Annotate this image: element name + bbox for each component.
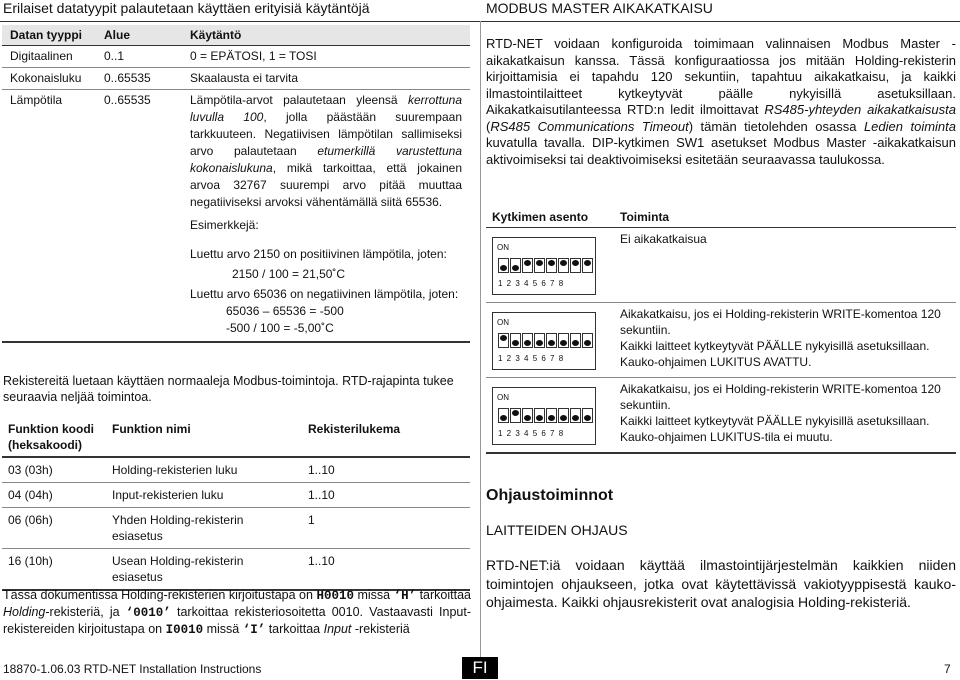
dip-knob [584, 260, 591, 266]
header-range: Alue [96, 25, 182, 46]
table-row [486, 228, 956, 303]
dip-knob [572, 260, 579, 266]
cell-name: Input-rekisterien luku [106, 483, 302, 508]
notation-paragraph: Tässä dokumentissa Holding-rekisterien kirjoitustapa on H0010 missä ‘H’ tarkoittaa Holding-rekisteriä, ja ‘0010’ tarkoittaa rekisteriosoitetta 0010. Vastaavasti Input-rekistereiden kirjoitustapa on I0010 missä ‘I’ tarkoittaa Input -rekisteriä [3, 588, 472, 637]
dip-knob [512, 410, 519, 416]
function-table [2, 419, 470, 591]
cell-count: 1..10 [302, 549, 470, 591]
dip-switch-7 [570, 333, 581, 348]
cell-name: Usean Holding-rekisterin esiasetus [106, 549, 302, 591]
cell-usage: 0 = EPÄTOSI, 1 = TOSI [182, 46, 470, 68]
dip-knob [500, 265, 507, 271]
footer-doc-id: 18870-1.06.03 RTD-NET Installation Instructions [3, 662, 262, 676]
dip-switch-8 [582, 333, 593, 348]
dip-knob [548, 260, 555, 266]
cell-usage [182, 90, 470, 343]
dip-switch-1 [498, 333, 509, 348]
dip-knob [512, 340, 519, 346]
dip-switch-2 [510, 408, 521, 423]
right-heading: MODBUS MASTER AIKAKATKAISU [486, 0, 713, 16]
dip-switch-3 [522, 408, 533, 423]
dip-switch-3 [522, 258, 533, 273]
dip-knob [560, 415, 567, 421]
control-paragraph: RTD-NET:iä voidaan käyttää ilmastointijärjestelmän kaikkien niiden toimintojen ohjaukseen, jotka ovat käytettävissä vakiotyyppisestä kauko-ohjaimesta. Kaikki ohjausrekisterit ovat analogisia Holding-rekisteriä. [486, 557, 956, 610]
left-heading: Erilaiset datatyypit palautetaan käyttäen erityisiä käytäntöjä [3, 0, 370, 16]
dip-numbers: 1 2 3 4 5 6 7 8 [498, 429, 565, 438]
table-row [2, 457, 470, 483]
cell-count: 1 [302, 508, 470, 549]
dip-switch-6 [558, 408, 569, 423]
dip-switch-5 [546, 258, 557, 273]
dip-knob [536, 340, 543, 346]
dip-switch-1 [498, 408, 509, 423]
dip-switch-2 [510, 333, 521, 348]
dip-switch-1 [498, 258, 509, 273]
dip-switch-table [486, 207, 956, 454]
cell-code: 16 (10h) [2, 549, 106, 591]
temperature-description: Lämpötila-arvot palautetaan yleensä kerrottuna luvulla 100, jolla päästään suurempaan tarkkuuteen. Negatiivisen lämpötilan sallimiseksi arvo palautetaan etumerkillä varustettuna kokonaislukuna, mikä tarkoittaa, että jokainen arvoa 32767 suurempi arvo pitää muuttaa negatiiviseksi arvoksi vähentämällä siitä 65536. [190, 93, 462, 209]
action-text: Ei aikakatkaisua [614, 228, 956, 303]
dip-switch [492, 237, 596, 295]
dip-cell [486, 228, 614, 303]
dip-on-label: ON [497, 318, 509, 327]
dip-numbers: 1 2 3 4 5 6 7 8 [498, 354, 565, 363]
dip-knob [548, 415, 555, 421]
dip-cell [486, 378, 614, 454]
dip-cell [486, 303, 614, 378]
cell-count: 1..10 [302, 483, 470, 508]
cell-range: 0..65535 [96, 68, 182, 90]
cell-range: 0..65535 [96, 90, 182, 343]
table-row [486, 303, 956, 378]
dip-switch-5 [546, 333, 557, 348]
datatype-table [2, 25, 470, 343]
device-control-heading: LAITTEIDEN OHJAUS [486, 522, 628, 538]
dip-knob [512, 265, 519, 271]
page-number: 7 [944, 662, 951, 676]
examples-label: Esimerkkejä: [190, 218, 259, 232]
dip-numbers: 1 2 3 4 5 6 7 8 [498, 279, 565, 288]
dip-knob [560, 340, 567, 346]
example-2-calc-1: 65036 – 65536 = -500 [226, 304, 344, 318]
dip-knob [572, 340, 579, 346]
table-row [2, 46, 470, 68]
dip-switch [492, 312, 596, 370]
registers-intro: Rekistereitä luetaan käyttäen normaaleja Modbus-toimintoja. RTD-rajapinta tukee seuraavia neljää toimintoa. [3, 374, 454, 404]
example-1-calc: 2150 / 100 = 21,50˚C [232, 267, 346, 281]
action-text: Aikakatkaisu, jos ei Holding-rekisterin WRITE-komentoa 120 sekuntiin. Kaikki laitteet kytkeytyvät PÄÄLLE nykyisillä asetuksillaan. Kauko-ohjaimen LUKITUS AVATTU. [614, 303, 956, 378]
example-1: Luettu arvo 2150 on positiivinen lämpötila, joten: [190, 247, 447, 261]
table-row [2, 68, 470, 90]
dip-switch-7 [570, 408, 581, 423]
timeout-intro: RTD-NET voidaan konfiguroida toimimaan valinnaisen Modbus Master -aikakatkaisun kanssa. Tässä konfiguraatiossa jos mitään Holding-rekisterin kirjoittamisia ei tapahdu 120 sekuntiin, tapahtuu aikakatkaisu, ja kaikki ilmastointilaitteet kytkeytyvät päälle nykyisillä asetuksillaan. Aikakatkaisutilanteessa RTD:n ledit ilmoittavat RS485-yhteyden aikakatkaisusta (RS485 Communications Timeout) tämän tietolehden osassa Ledien toiminta kuvatulla tavalla. DIP-kytkimen SW1 asetukset Modbus Master -aikakatkaisun aktivoimiseksi tai deaktivoimiseksi esitetään seuraavassa taulukossa. [486, 36, 956, 167]
table-row [2, 549, 470, 591]
dip-switch [492, 387, 596, 445]
dip-switch-5 [546, 408, 557, 423]
dip-knob [500, 335, 507, 341]
cell-name: Yhden Holding-rekisterin esiasetus [106, 508, 302, 549]
dip-switch-8 [582, 258, 593, 273]
dip-knob [524, 260, 531, 266]
header-function-name: Funktion nimi [106, 419, 302, 457]
header-type: Datan tyyppi [2, 25, 96, 46]
dip-switch-2 [510, 258, 521, 273]
control-functions-heading: Ohjaustoiminnot [486, 487, 614, 504]
action-text: Aikakatkaisu, jos ei Holding-rekisterin WRITE-komentoa 120 sekuntiin. Kaikki laitteet kytkeytyvät PÄÄLLE nykyisillä asetuksillaan. Kauko-ohjaimen LUKITUS-tila ei muutu. [614, 378, 956, 454]
dip-knob [584, 340, 591, 346]
dip-switch-6 [558, 258, 569, 273]
cell-code: 03 (03h) [2, 457, 106, 483]
dip-knob [548, 340, 555, 346]
dip-knob [572, 415, 579, 421]
table-row [2, 508, 470, 549]
cell-name: Holding-rekisterien luku [106, 457, 302, 483]
cell-usage: Skaalausta ei tarvita [182, 68, 470, 90]
cell-code: 04 (04h) [2, 483, 106, 508]
dip-knob [584, 415, 591, 421]
language-badge: FI [462, 657, 498, 679]
header-action: Toiminta [614, 207, 956, 228]
dip-knob [500, 415, 507, 421]
dip-switch-4 [534, 258, 545, 273]
table-row [2, 483, 470, 508]
table-row [2, 90, 470, 343]
cell-type: Lämpötila [2, 90, 96, 343]
header-function-code: Funktion koodi (heksakoodi) [2, 419, 106, 457]
dip-on-label: ON [497, 243, 509, 252]
cell-type: Kokonaisluku [2, 68, 96, 90]
dip-switch-3 [522, 333, 533, 348]
dip-on-label: ON [497, 393, 509, 402]
dip-switch-8 [582, 408, 593, 423]
cell-range: 0..1 [96, 46, 182, 68]
cell-code: 06 (06h) [2, 508, 106, 549]
header-usage: Käytäntö [182, 25, 470, 46]
dip-switch-6 [558, 333, 569, 348]
dip-knob [536, 260, 543, 266]
example-2-calc-2: -500 / 100 = -5,00˚C [226, 321, 334, 335]
column-divider [480, 21, 481, 671]
dip-switch-7 [570, 258, 581, 273]
dip-switch-4 [534, 333, 545, 348]
dip-knob [524, 415, 531, 421]
header-switch-position: Kytkimen asento [486, 207, 614, 228]
dip-knob [536, 415, 543, 421]
cell-type: Digitaalinen [2, 46, 96, 68]
dip-knob [524, 340, 531, 346]
dip-knob [560, 260, 567, 266]
example-2: Luettu arvo 65036 on negatiivinen lämpötila, joten: [190, 287, 459, 301]
cell-count: 1..10 [302, 457, 470, 483]
header-register-count: Rekisterilukema [302, 419, 470, 457]
dip-switch-4 [534, 408, 545, 423]
table-row [486, 378, 956, 454]
